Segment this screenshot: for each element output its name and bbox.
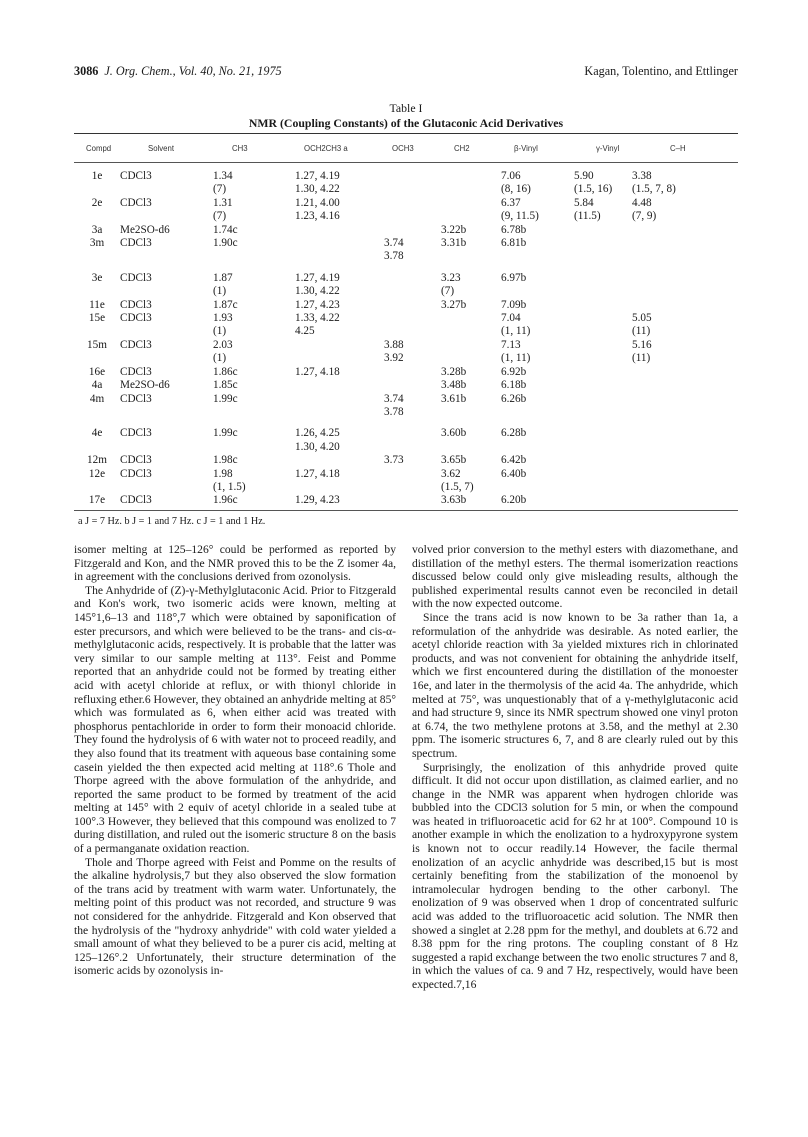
table-cell bbox=[574, 468, 632, 481]
table-row bbox=[74, 406, 702, 419]
table-cell: 1.26, 4.25 bbox=[295, 427, 340, 440]
table-cell: 1.93 bbox=[213, 312, 233, 325]
table-row bbox=[74, 272, 702, 285]
table-cell bbox=[632, 494, 702, 507]
paragraph: volved prior conversion to the methyl esters with diazomethane, and distillation of the methyl esters. The thermal isomerization reactions discussed below could only give misleading results, although the published experimental results cannot even be reconciled in detail with the now expected outcome. bbox=[412, 543, 738, 611]
table-cell: 5.84 bbox=[574, 196, 594, 209]
table-cell: CDCl3 bbox=[120, 494, 152, 507]
table-caption bbox=[74, 101, 738, 131]
table-cell: 1.87 bbox=[213, 271, 233, 284]
table-cell bbox=[632, 427, 702, 440]
table-cell: 1.90c bbox=[213, 237, 238, 250]
table-cell: (7, 9) bbox=[632, 210, 657, 223]
table-cell: (7) bbox=[441, 285, 455, 298]
table-cell: CDCl3 bbox=[120, 467, 152, 480]
table-cell bbox=[384, 264, 441, 272]
table-cell bbox=[441, 197, 501, 210]
table-cell bbox=[574, 393, 632, 406]
table-cell: 6.40b bbox=[501, 467, 527, 480]
table-cell bbox=[574, 427, 632, 440]
table-row bbox=[74, 285, 702, 298]
table-cell: 15e bbox=[88, 312, 106, 325]
table-row bbox=[74, 170, 702, 183]
table-row bbox=[74, 264, 702, 272]
table-cell: Me2SO-d6 bbox=[120, 379, 170, 392]
table-cell bbox=[632, 272, 702, 285]
table-cell: 3.92 bbox=[384, 352, 404, 365]
table-cell bbox=[574, 285, 632, 298]
table-cell: (9, 11.5) bbox=[501, 210, 539, 223]
table-row bbox=[74, 419, 702, 427]
table-cell bbox=[295, 224, 384, 237]
table-cell: (11) bbox=[632, 325, 651, 338]
table-cell bbox=[574, 406, 632, 419]
table-cell: 1.98c bbox=[213, 454, 238, 467]
table-cell bbox=[384, 468, 441, 481]
table-cell: 1.21, 4.00 bbox=[295, 196, 340, 209]
table-cell: (1, 11) bbox=[501, 325, 531, 338]
table-cell: (11) bbox=[632, 352, 651, 365]
table-cell bbox=[632, 468, 702, 481]
table-cell bbox=[295, 393, 384, 406]
table-cell: 6.42b bbox=[501, 454, 527, 467]
table-row bbox=[74, 441, 702, 454]
table-cell: 7.13 bbox=[501, 338, 521, 351]
table-cell: CDCl3 bbox=[120, 338, 152, 351]
table-cell: CDCl3 bbox=[120, 392, 152, 405]
table-cell bbox=[120, 285, 213, 298]
table-cell: 1.29, 4.23 bbox=[295, 494, 340, 507]
table-cell: 17e bbox=[88, 494, 106, 507]
table-row bbox=[74, 224, 702, 237]
table-cell bbox=[120, 250, 213, 263]
table-footnote: a J = 7 Hz. b J = 1 and 7 Hz. c J = 1 and 1 Hz. bbox=[78, 516, 266, 527]
table-cell: 1.98 bbox=[213, 467, 233, 480]
table-cell: 1e bbox=[91, 170, 103, 182]
table-cell: 6.20b bbox=[501, 494, 527, 507]
column-header: β-Vinyl bbox=[514, 144, 538, 153]
table-cell: 1.99c bbox=[213, 392, 238, 405]
table-cell: 1.96c bbox=[213, 494, 238, 507]
table-cell bbox=[574, 339, 632, 352]
table-cell bbox=[574, 441, 632, 454]
table-cell: 4.48 bbox=[632, 196, 652, 209]
table-cell bbox=[441, 339, 501, 352]
table-cell bbox=[632, 237, 702, 250]
table-cell bbox=[574, 224, 632, 237]
table-cell: Me2SO-d6 bbox=[120, 223, 170, 236]
table-cell: (1.5, 7, 8) bbox=[632, 183, 676, 196]
table-cell bbox=[384, 210, 441, 223]
table-cell: 1.31 bbox=[213, 196, 233, 209]
table-cell: (1, 11) bbox=[501, 352, 531, 365]
table-cell bbox=[120, 441, 213, 454]
table-cell: 1.34 bbox=[213, 170, 233, 182]
table-cell bbox=[441, 419, 501, 427]
table-row bbox=[74, 379, 702, 392]
table-row bbox=[74, 210, 702, 223]
column-header: Compd bbox=[86, 144, 112, 153]
table-cell bbox=[632, 406, 702, 419]
running-header bbox=[74, 64, 738, 84]
table-cell: 3.74 bbox=[384, 392, 404, 405]
table-cell bbox=[295, 481, 384, 494]
table-cell bbox=[384, 224, 441, 237]
column-header: OCH2CH3 a bbox=[304, 144, 348, 153]
table-cell bbox=[384, 285, 441, 298]
table-cell bbox=[632, 454, 702, 467]
table-cell bbox=[74, 352, 120, 365]
table-cell bbox=[74, 250, 120, 263]
table-cell: CDCl3 bbox=[120, 196, 152, 209]
table-cell bbox=[574, 237, 632, 250]
table-cell bbox=[120, 325, 213, 338]
table-cell: 3.61b bbox=[441, 392, 467, 405]
table-cell bbox=[574, 272, 632, 285]
table-cell bbox=[441, 183, 501, 196]
column-header: CH2 bbox=[454, 144, 470, 153]
table-row bbox=[74, 183, 702, 196]
table-cell bbox=[441, 312, 501, 325]
table-cell: 1.27, 4.18 bbox=[295, 467, 340, 480]
table-cell bbox=[501, 481, 574, 494]
paragraph: Since the trans acid is now known to be 3a rather than 1a, a reformulation of the anhydride was desirable. As noted earlier, the acetyl chloride reaction with 3a yielded mixtures rich in chlorinated products, and was not convenient for obtaining the anhydride itself, which we first encountered during the distillation of the monoester 16e, and later in the thermolysis of the acid 4a. The anhydride, which melted at 75°, was unquestionably that of a γ-methylglutaconic acid and had structure 9, since its NMR spectrum showed one vinyl proton at 6.74, the two methylene protons at 3.58, and the methyl at 2.30 ppm. The isomeric structures 6, 7, and 8 are clearly ruled out by this spectrum. bbox=[412, 610, 738, 760]
table-cell bbox=[384, 494, 441, 507]
table-cell: (1, 1.5) bbox=[213, 480, 246, 493]
table-cell: 16e bbox=[88, 365, 106, 378]
table-cell: 3e bbox=[91, 271, 103, 284]
table-cell bbox=[574, 264, 632, 272]
table-row bbox=[74, 237, 702, 250]
table-cell bbox=[384, 312, 441, 325]
table-cell: 3.60b bbox=[441, 427, 467, 440]
table-cell: 1.99c bbox=[213, 427, 238, 440]
table-cell: 1.27, 4.23 bbox=[295, 298, 340, 311]
table-cell: 3.78 bbox=[384, 405, 404, 418]
table-cell bbox=[295, 406, 384, 419]
table-cell: 1.33, 4.22 bbox=[295, 312, 340, 325]
table-row bbox=[74, 494, 702, 507]
table-cell: 6.26b bbox=[501, 392, 527, 405]
table-cell: 3.78 bbox=[384, 250, 404, 263]
table-cell bbox=[295, 237, 384, 250]
table-cell bbox=[632, 419, 702, 427]
table-cell: 6.18b bbox=[501, 379, 527, 392]
paragraph: Surprisingly, the enolization of this anhydride proved quite difficult. It did not occur upon distillation, as claimed earlier, and no change in the NMR was apparent when hydrogen chloride was bubbled into the CDCl3 solution for 5 min, or when the compound was heated in trifluoroacetic acid for 62 hr at 100°. Compound 10 is another example in which the enolization to a hydroxypyrone system is known not to occur readily.14 However, the facile thermal enolization of an acyclic anhydride was described,15 but is most certainly benefiting from the stabilization of the monoenol by intramolecular hydrogen bending to the other carbonyl. The enolization of 9 was observed when 1 drop of concentrated sulfuric acid was added to the trifluoroacetic acid solution. The NMR then showed a singlet at 2.28 ppm for the methyl, and doublets at 6.72 and 8.38 ppm for the ring protons. The coupling constant of 8 Hz suggested a rapid exchange between the two enolic structures 7 and 8, in which the values of ca. 9 and 7 Hz, respectively, would have been expected.7,16 bbox=[412, 760, 738, 991]
table-cell: CDCl3 bbox=[120, 427, 152, 440]
table-cell: 2.03 bbox=[213, 338, 233, 351]
table-cell: 4e bbox=[91, 427, 103, 440]
table-cell: 3m bbox=[89, 237, 105, 250]
table-cell: 1.23, 4.16 bbox=[295, 210, 340, 223]
table-cell bbox=[632, 285, 702, 298]
table-cell bbox=[295, 379, 384, 392]
table-cell bbox=[74, 325, 120, 338]
table-cell: CDCl3 bbox=[120, 454, 152, 467]
table-cell bbox=[501, 406, 574, 419]
table-cell bbox=[384, 366, 441, 379]
table-cell bbox=[384, 427, 441, 440]
table-cell bbox=[295, 339, 384, 352]
table-cell bbox=[632, 264, 702, 272]
table-cell bbox=[441, 264, 501, 272]
table-cell bbox=[574, 299, 632, 312]
nmr-table bbox=[74, 170, 702, 508]
table-cell bbox=[574, 352, 632, 365]
table-cell bbox=[632, 393, 702, 406]
table-cell bbox=[501, 250, 574, 263]
table-cell: 4m bbox=[89, 392, 105, 405]
table-cell bbox=[632, 250, 702, 263]
table-cell: 7.06 bbox=[501, 170, 521, 182]
table-cell bbox=[574, 325, 632, 338]
table-cell: 3.38 bbox=[632, 170, 652, 182]
table-row bbox=[74, 299, 702, 312]
table-cell bbox=[295, 419, 384, 427]
column-header: Solvent bbox=[148, 144, 175, 153]
table-cell bbox=[120, 419, 213, 427]
column-header: γ-Vinyl bbox=[596, 144, 620, 153]
table-cell: 6.81b bbox=[501, 237, 527, 250]
table-cell: 6.28b bbox=[501, 427, 527, 440]
page-number: 3086 bbox=[74, 64, 99, 78]
table-cell bbox=[501, 419, 574, 427]
table-cell bbox=[632, 441, 702, 454]
table-cell: 1.27, 4.18 bbox=[295, 365, 340, 378]
column-header: OCH3 bbox=[392, 144, 414, 153]
header-left bbox=[74, 64, 282, 79]
table-cell bbox=[295, 454, 384, 467]
table-row bbox=[74, 352, 702, 365]
table-cell bbox=[120, 210, 213, 223]
journal-citation: J. Org. Chem., Vol. 40, No. 21, 1975 bbox=[104, 64, 282, 78]
table-cell: 6.78b bbox=[501, 223, 527, 236]
table-cell: 3.73 bbox=[384, 454, 404, 467]
table-cell bbox=[632, 224, 702, 237]
table-cell bbox=[574, 379, 632, 392]
table-cell: (1) bbox=[213, 325, 227, 338]
table-cell bbox=[501, 441, 574, 454]
table-cell: 3.74 bbox=[384, 237, 404, 250]
table-cell: 7.09b bbox=[501, 298, 527, 311]
table-cell: 3.62 bbox=[441, 467, 461, 480]
table-cell bbox=[213, 250, 295, 263]
table-cell bbox=[74, 210, 120, 223]
right-text-column bbox=[412, 543, 738, 992]
table-cell: 5.05 bbox=[632, 312, 652, 325]
table-row bbox=[74, 366, 702, 379]
table-title: Table I bbox=[389, 101, 423, 115]
paragraph: isomer melting at 125–126° could be performed as reported by Fitzgerald and Kon, and the NMR proved this to be the Z isomer 4a, in agreement with the conclusions derived from ozonolysis. bbox=[74, 543, 396, 584]
table-cell bbox=[632, 379, 702, 392]
table-cell: 3.28b bbox=[441, 365, 467, 378]
table-cell: 3.48b bbox=[441, 379, 467, 392]
table-cell bbox=[384, 170, 441, 183]
table-cell: 6.37 bbox=[501, 196, 521, 209]
table-cell: CDCl3 bbox=[120, 312, 152, 325]
table-cell: 3a bbox=[91, 223, 103, 236]
table-cell bbox=[384, 419, 441, 427]
table-cell bbox=[441, 441, 501, 454]
table-row bbox=[74, 339, 702, 352]
table-cell bbox=[295, 352, 384, 365]
table-cell: 11e bbox=[89, 298, 105, 311]
table-cell: 1.85c bbox=[213, 379, 238, 392]
table-cell: 1.30, 4.20 bbox=[295, 440, 340, 453]
table-row bbox=[74, 312, 702, 325]
table-cell: 4a bbox=[91, 379, 103, 392]
table-cell: 3.22b bbox=[441, 223, 467, 236]
table-cell bbox=[74, 419, 120, 427]
table-row bbox=[74, 427, 702, 440]
table-cell: 1.27, 4.19 bbox=[295, 170, 340, 182]
table-cell bbox=[74, 441, 120, 454]
table-cell: CDCl3 bbox=[120, 365, 152, 378]
table-cell: (1) bbox=[213, 352, 227, 365]
table-cell bbox=[501, 264, 574, 272]
table-row bbox=[74, 481, 702, 494]
table-row bbox=[74, 393, 702, 406]
table-cell bbox=[574, 250, 632, 263]
table-cell bbox=[441, 250, 501, 263]
table-cell bbox=[574, 312, 632, 325]
table-cell bbox=[441, 325, 501, 338]
table-cell: 5.90 bbox=[574, 170, 594, 182]
table-cell: 6.92b bbox=[501, 365, 527, 378]
table-cell: 4.25 bbox=[295, 325, 315, 338]
table-cell bbox=[295, 250, 384, 263]
table-cell bbox=[213, 264, 295, 272]
table-row bbox=[74, 454, 702, 467]
table-cell: (8, 16) bbox=[501, 183, 531, 196]
table-cell bbox=[441, 352, 501, 365]
table-cell bbox=[441, 210, 501, 223]
table-cell bbox=[384, 481, 441, 494]
table-row bbox=[74, 250, 702, 263]
table-cell: 5.16 bbox=[632, 338, 652, 351]
table-cell bbox=[384, 441, 441, 454]
table-cell: 1.87c bbox=[213, 298, 238, 311]
table-cell bbox=[441, 406, 501, 419]
table-cell bbox=[74, 406, 120, 419]
table-cell: 12m bbox=[87, 454, 107, 467]
table-cell bbox=[74, 481, 120, 494]
column-header: CH3 bbox=[232, 144, 248, 153]
table-cell bbox=[384, 197, 441, 210]
table-cell: CDCl3 bbox=[120, 237, 152, 250]
table-cell: (7) bbox=[213, 183, 227, 196]
table-cell: 3.63b bbox=[441, 494, 467, 507]
table-cell bbox=[213, 419, 295, 427]
table-cell: 1.30, 4.22 bbox=[295, 285, 340, 298]
table-cell bbox=[574, 454, 632, 467]
table-cell: 1.30, 4.22 bbox=[295, 183, 340, 196]
table-cell: 15m bbox=[87, 338, 107, 351]
table-cell bbox=[74, 264, 120, 272]
table-cell: 3.65b bbox=[441, 454, 467, 467]
table-cell bbox=[384, 183, 441, 196]
table-cell bbox=[574, 366, 632, 379]
header-authors: Kagan, Tolentino, and Ettlinger bbox=[584, 64, 738, 78]
table-cell: (1.5, 16) bbox=[574, 183, 613, 196]
table-cell: CDCl3 bbox=[120, 170, 152, 182]
table-cell: 3.23 bbox=[441, 271, 461, 284]
paragraph: The Anhydride of (Z)-γ-Methylglutaconic Acid. Prior to Fitzgerald and Kon's work, two isomeric acids were known, melting at 145°1,6–13 and 118°,7 which were obtained by saponification of ester precursors, and which were believed to be the trans- and cis-α-methylglutaconic acids, respectively. It is probable that the latter was very similar to our sample melting at 113°. Feist and Pomme reported that an anhydride could not be formed by treating either acid with acetyl chloride at reflux, or with thionyl chloride in refluxing ether.6 However, they obtained an anhydride melting at 85° which was formulated as 6, when either acid was treated with phosphorus pentachloride in order to form their monoacid chloride. They found the hydrolysis of 6 with water not to proceed readily, and they also found that its treatment with aqueous base containing some casein yielded the then expected acid melting at 118°.6 Thole and Thorpe agreed with the above formulation of the anhydride, and reported the same product to be formed by treatment of the acid melting at 145° with 2 equiv of acetyl chloride in a sealed tube at 100°.3 However, they believed that this compound was enolized to 7 during distillation, and ruled out the isomeric structure 8 on the basis of a permanganate oxidation reaction. bbox=[74, 583, 396, 856]
table-cell bbox=[384, 272, 441, 285]
table-row bbox=[74, 197, 702, 210]
table-cell: CDCl3 bbox=[120, 298, 152, 311]
table-cell bbox=[74, 285, 120, 298]
table-cell bbox=[213, 406, 295, 419]
table-cell: (7) bbox=[213, 210, 227, 223]
table-cell bbox=[120, 264, 213, 272]
table-row bbox=[74, 325, 702, 338]
table-cell: 1.74c bbox=[213, 223, 238, 236]
table-cell bbox=[120, 481, 213, 494]
table-cell: 1.86c bbox=[213, 365, 238, 378]
table-cell bbox=[384, 299, 441, 312]
paragraph: Thole and Thorpe agreed with Feist and Pomme on the results of the alkaline hydrolysis,7 but they also observed the slow formation of the trans acid by treatment with warm water. Unfortunately, the melting point of this product was not recorded, and structure 9 was not considered for the anhydride. Fitzgerald and Kon observed that the hydrolysis of the "hydroxy anhydride" with cold water yielded a small amount of what they believed to be a purer cis acid, melting at 125–126°.2 Unfortunately, their structure determination of the isomeric acids by ozonolysis in- bbox=[74, 855, 396, 978]
table-cell bbox=[632, 481, 702, 494]
table-header-rule bbox=[74, 162, 738, 163]
table-cell: (11.5) bbox=[574, 210, 601, 223]
table-cell bbox=[574, 419, 632, 427]
table-cell: 1.27, 4.19 bbox=[295, 271, 340, 284]
table-row bbox=[74, 468, 702, 481]
table-cell bbox=[501, 285, 574, 298]
table-cell bbox=[574, 494, 632, 507]
table-cell bbox=[384, 379, 441, 392]
table-subtitle: NMR (Coupling Constants) of the Glutaconic Acid Derivatives bbox=[248, 116, 564, 130]
column-header: C–H bbox=[670, 144, 686, 153]
table-cell bbox=[74, 183, 120, 196]
table-cell bbox=[632, 299, 702, 312]
table-cell: 7.04 bbox=[501, 312, 521, 325]
table-bottom-rule bbox=[74, 510, 738, 511]
left-text-column bbox=[74, 543, 396, 978]
table-cell: (1) bbox=[213, 285, 227, 298]
table-top-rule bbox=[74, 133, 738, 134]
table-cell: CDCl3 bbox=[120, 271, 152, 284]
table-cell bbox=[120, 352, 213, 365]
table-cell bbox=[120, 183, 213, 196]
table-cell bbox=[213, 441, 295, 454]
table-cell: 2e bbox=[91, 196, 103, 209]
table-cell: 3.31b bbox=[441, 237, 467, 250]
table-cell: 6.97b bbox=[501, 271, 527, 284]
table-cell: (1.5, 7) bbox=[441, 480, 474, 493]
table-cell: 3.27b bbox=[441, 298, 467, 311]
table-cell bbox=[295, 264, 384, 272]
table-cell: 12e bbox=[88, 467, 106, 480]
table-cell bbox=[632, 366, 702, 379]
table-cell bbox=[574, 481, 632, 494]
table-cell bbox=[384, 325, 441, 338]
table-cell bbox=[441, 170, 501, 183]
table-cell bbox=[120, 406, 213, 419]
table-cell: 3.88 bbox=[384, 338, 404, 351]
